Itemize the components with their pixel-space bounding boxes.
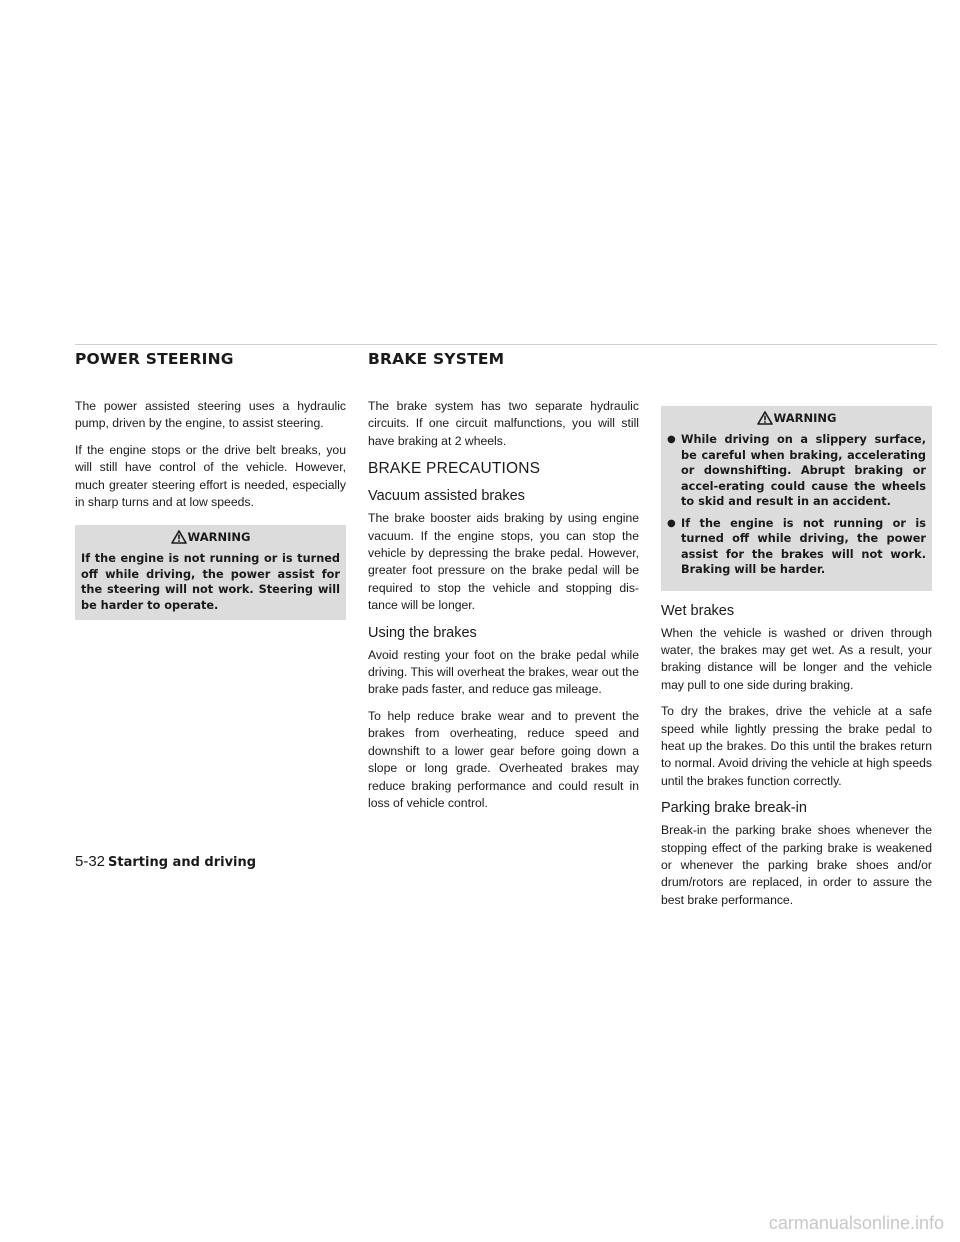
warning-box [661,406,932,591]
bullet-icon: ● [667,434,676,445]
warning-text: If the engine is not running or is turned off while driving, the power assist for the steering will not work. Steering will be harder to operate. [81,552,340,612]
header-rule [75,344,937,345]
section-heading-brake-system: BRAKE SYSTEM [368,350,505,368]
paragraph: The power assisted steering uses a hydraulic pump, driven by the engine, to assist steering. [75,399,346,431]
subheading-parking-brake-break-in: Parking brake break-in [661,800,807,817]
subheading-using-the-brakes: Using the brakes [368,624,477,641]
warning-header [667,411,926,425]
warning-item: ● If the engine is not running or is turned off while driving, the power assist for the brakes will not work. Braking will be harder. [667,516,926,576]
paragraph: To help reduce brake wear and to prevent the brakes from overheating, reduce speed and downshift to a lower gear before going down a slope or long grade. Overheated brakes may reduce braking performance and could result in loss of vehicle control. [368,708,639,810]
section-heading-power-steering: POWER STEERING [75,350,234,368]
warning-label: WARNING [773,411,837,425]
page-number: 5-32 [75,853,106,870]
paragraph: The brake booster aids braking by using engine vacuum. If the engine stops, you can stop the vehicle by depressing the brake pedal. However, greater foot pressure on the brake pedal will be required to stop the vehicle and stopping dis-tance will be longer. [368,511,639,613]
warning-item: ● While driving on a slippery surface, be careful when braking, accelerating or downshifting. Abrupt braking or accel-erating could cause the wheels to skid and result in an accident. [667,433,926,508]
paragraph: If the engine stops or the drive belt breaks, you will still have control of the vehicle. However, much greater steering effort is needed, especially in sharp turns and at low speeds. [75,442,346,510]
watermark-text: carmanualsonline.info [768,1213,944,1233]
footer-section-title: Starting and driving [108,855,257,870]
paragraph: Break-in the parking brake shoes whenever the stopping effect of the parking brake is weakened or whenever the parking brake shoes and/or drum/rotors are replaced, in order to assure the best brake performance. [661,823,932,907]
paragraph: Avoid resting your foot on the brake pedal while driving. This will overheat the brakes, wear out the brake pads faster, and reduce gas mileage. [368,647,639,697]
warning-label: WARNING [187,530,251,545]
column-brake-system [368,398,639,821]
paragraph: When the vehicle is washed or driven through water, the brakes may get wet. As a result, your braking distance will be longer and the vehicle may pull to one side during braking. [661,625,932,692]
subheading-wet-brakes: Wet brakes [661,602,735,619]
subheading-vacuum-assisted-brakes: Vacuum assisted brakes [368,488,525,505]
subheading-brake-precautions: BRAKE PRECAUTIONS [368,460,541,478]
page-footer [75,853,256,871]
warning-header [81,530,340,544]
warning-triangle-icon [757,411,773,425]
paragraph: The brake system has two separate hydraulic circuits. If one circuit malfunctions, you will still have braking at 2 wheels. [368,399,639,448]
column-brake-continued [661,398,932,918]
bullet-icon: ● [667,517,676,529]
warning-box [75,525,346,620]
warning-triangle-icon [171,530,187,544]
column-power-steering [75,398,346,632]
paragraph: To dry the brakes, drive the vehicle at a safe speed while lightly pressing the brake pedal to heat up the brakes. Do this until the brakes return to normal. Avoid driving the vehicle at high speeds until the brakes function correctly. [661,704,932,788]
warning-list [667,432,926,578]
